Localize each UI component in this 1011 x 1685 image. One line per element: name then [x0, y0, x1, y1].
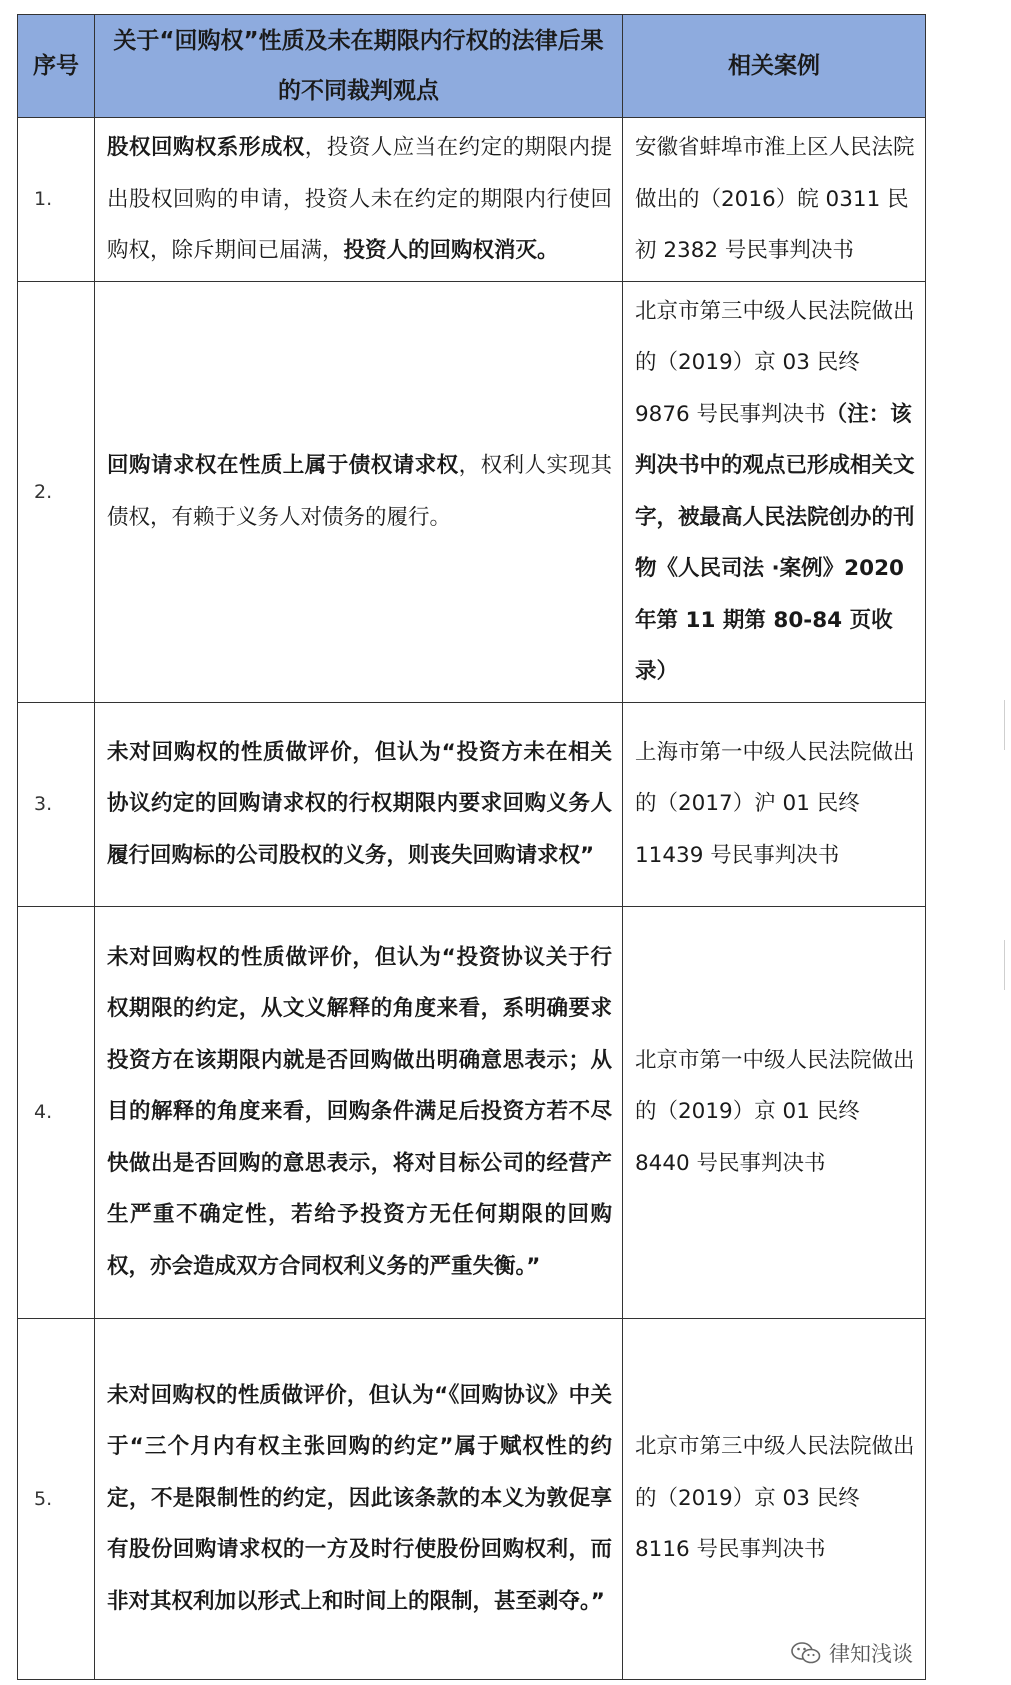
table-row [18, 281, 926, 702]
related-case-cell [623, 118, 926, 282]
header-row [18, 15, 926, 118]
view-text-segment: 投资人的回购权消灭。 [343, 238, 559, 263]
view-text-segment: 股权回购权系形成权 [107, 135, 305, 160]
view-text-segment: ，投资人应当在约定的期限内提出股权回购的申请，投资人未在约定的期限内行使回购权，除斥期间已届满， [107, 135, 612, 263]
case-text-segment: 北京市第三中级人民法院做出的（2019）京 03 民终 8116 号民事判决书 [635, 1434, 915, 1563]
case-text-segment: （注：该判决书中的观点已形成相关文字，被最高人民法院创办的刊物《人民司法 ·案例》2020 年第 11 期第 80-84 页收录） [635, 401, 915, 684]
row-number: 4. [18, 906, 95, 1318]
table-row [18, 906, 926, 1318]
judgment-view-cell [95, 281, 623, 702]
related-case-cell [623, 906, 926, 1318]
edge-decoration [1004, 700, 1011, 750]
related-case-cell [623, 1318, 926, 1679]
judgment-view-cell [95, 906, 623, 1318]
edge-decoration [1004, 940, 1011, 990]
case-text-segment: 安徽省蚌埠市淮上区人民法院做出的（2016）皖 0311 民初 2382 号民事判决书 [635, 135, 915, 263]
row-number: 3. [18, 702, 95, 906]
related-case-cell [623, 281, 926, 702]
view-text-segment: 未对回购权的性质做评价，但认为“投资协议关于行权期限的约定，从文义解释的角度来看，系明确要求投资方在该期限内就是否回购做出明确意思表示；从目的解释的角度来看，回购条件满足后投资方若不尽快做出是否回购的意思表示，将对目标公司的经营产生严重不确定性，若给予投资方无任何期限的回购权，亦会造成双方合同权利义务的严重失衡。” [107, 944, 612, 1279]
header-case: 相关案例 [623, 15, 926, 118]
judgment-view-cell [95, 118, 623, 282]
view-text-segment: 未对回购权的性质做评价，但认为“投资方未在相关协议约定的回购请求权的行权期限内要求回购义务人履行回购标的公司股权的义务，则丧失回购请求权” [107, 739, 612, 868]
row-number: 1. [18, 118, 95, 282]
table-row [18, 118, 926, 282]
header-no: 序号 [18, 15, 95, 118]
view-text-segment: ，权利人实现其债权，有赖于义务人对债务的履行。 [107, 453, 612, 530]
case-text-segment: 上海市第一中级人民法院做出的（2017）沪 01 民终 11439 号民事判决书 [635, 739, 915, 868]
watermark [791, 1638, 913, 1668]
view-text-segment: 回购请求权在性质上属于债权请求权 [107, 453, 459, 478]
related-case-cell [623, 702, 926, 906]
watermark-text: 律知浅谈 [829, 1642, 913, 1666]
header-view-line2: 的不同裁判观点 [278, 78, 439, 104]
row-number: 2. [18, 281, 95, 702]
row-number: 5. [18, 1318, 95, 1679]
judgment-view-cell [95, 1318, 623, 1679]
case-text-segment: 北京市第一中级人民法院做出的（2019）京 01 民终 8440 号民事判决书 [635, 1047, 915, 1176]
judgment-views-table [17, 14, 926, 1680]
case-text-segment: 北京市第三中级人民法院做出的（2019）京 03 民终 9876 号民事判决书 [635, 298, 915, 427]
view-text-segment: 未对回购权的性质做评价，但认为“《回购协议》中关于“三个月内有权主张回购的约定”属于赋权性的约定，不是限制性的约定，因此该条款的本义为敦促享有股份回购请求权的一方及时行使股份回购权利，而非对其权利加以形式上和时间上的限制，甚至剥夺。” [107, 1382, 612, 1614]
table-row [18, 702, 926, 906]
wechat-icon [791, 1641, 821, 1665]
table-row [18, 1318, 926, 1679]
header-view-line1: 关于“回购权”性质及未在期限内行权的法律后果 [113, 28, 604, 54]
header-view [95, 15, 623, 118]
judgment-view-cell [95, 702, 623, 906]
